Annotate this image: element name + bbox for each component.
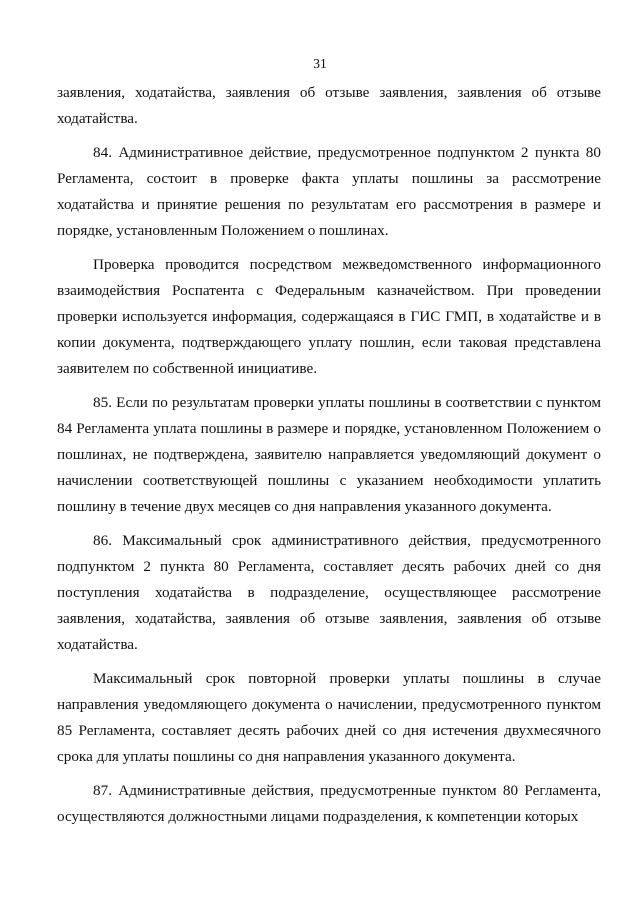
paragraph-verification: Проверка проводится посредством межведомственного информационного взаимодействия Роспатента с Федеральным казначейством. При проведении проверки используется информация, содержащаяся в ГИС ГМП, в ходатайстве и в копии документа, подтверждающего уплату пошлин, если таковая представлена заявителем по собственной инициативе. [57, 256, 601, 377]
paragraph-86: 86. Максимальный срок административного действия, предусмотренного подпунктом 2 пункта 80 Регламента, составляет десять рабочих дней со дня поступления ходатайства в подразделение, осуществляющее рассмотрение заявления, ходатайства, заявления об отзыве заявления, заявления об отзыве ходатайства. [57, 532, 601, 653]
paragraph-85: 85. Если по результатам проверки уплаты пошлины в соответствии с пунктом 84 Регламента уплата пошлины в размере и порядке, установленном Положением о пошлинах, не подтверждена, заявителю направляется уведомляющий документ о начислении соответствующей пошлины с указанием необходимости уплатить пошлину в течение двух месяцев со дня направления указанного документа. [57, 394, 601, 515]
document-body [57, 80, 601, 830]
paragraph-87: 87. Административные действия, предусмотренные пунктом 80 Регламента, осуществляются должностными лицами подразделения, к компетенции которых [57, 782, 601, 825]
paragraph-repeat-check: Максимальный срок повторной проверки уплаты пошлины в случае направления уведомляющего документа о начислении, предусмотренного пунктом 85 Регламента, составляет десять рабочих дней со дня истечения двухмесячного срока для уплаты пошлины со дня направления указанного документа. [57, 670, 601, 765]
paragraph-continuation: заявления, ходатайства, заявления об отзыве заявления, заявления об отзыве ходатайства. [57, 84, 601, 127]
page-number: 31 [313, 56, 327, 71]
paragraph-84: 84. Административное действие, предусмотренное подпунктом 2 пункта 80 Регламента, состоит в проверке факта уплаты пошлины за рассмотрение ходатайства и принятие решения по результатам его рассмотрения в размере и порядке, установленным Положением о пошлинах. [57, 144, 601, 239]
